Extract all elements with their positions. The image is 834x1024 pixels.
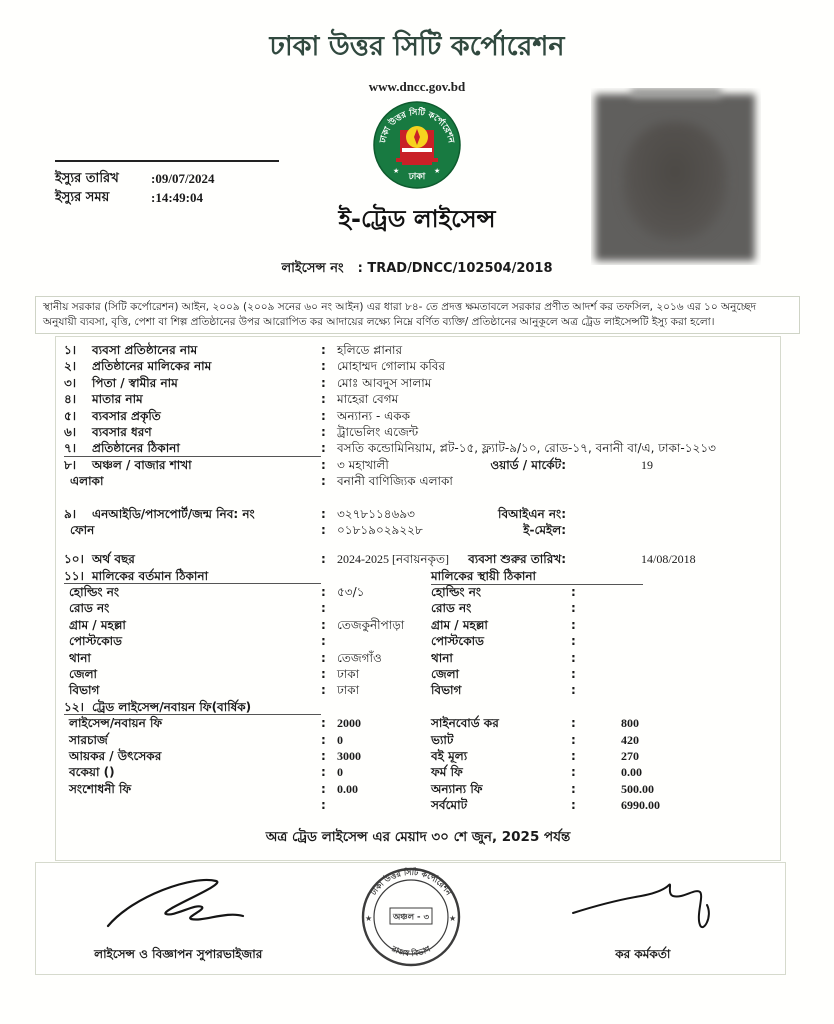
svg-text:ঢাকা উত্তর সিটি কর্পোরেশন (368, 866, 454, 898)
license-details-box (55, 336, 781, 861)
address-row-holding: হোল্ডিং নং : ৫৩/১ হোল্ডিং নং : (69, 585, 576, 600)
field-mother-name: ৪। মাতার নাম : মাহেরা বেগম (64, 392, 399, 407)
issue-info (55, 160, 279, 207)
org-website: www.dncc.gov.bd (368, 79, 466, 94)
seal-star-right: ★ (448, 914, 456, 923)
tax-officer-title: কর কর্মকর্তা (615, 947, 671, 961)
logo-bottom-text: ঢাকা (408, 172, 426, 182)
official-seal-icon (321, 863, 501, 974)
seal-star-left: ★ (364, 914, 372, 923)
bin-label: বিআইএন নং: (498, 506, 566, 521)
fee-row-license: লাইসেন্স/নবায়ন ফি : 2000 সাইনবোর্ড কর : 800 (69, 716, 639, 731)
license-number-value: : TRAD/DNCC/102504/2018 (357, 261, 553, 276)
business-start-label: ব্যবসা শুরুর তারিখ: (468, 552, 566, 567)
issue-date-row (55, 169, 279, 188)
field-owner-name: ২। প্রতিষ্ঠানের মালিকের নাম : মোহাম্মদ গোলাম কবির (64, 359, 446, 374)
supervisor-signature-block (36, 863, 321, 974)
logo-star-right: ★ (434, 167, 441, 175)
disclaimer-text: স্থানীয় সরকার (সিটি কর্পোরেশন) আইন, ২০০৯ (২০০৯ সনের ৬০ নং আইন) এর ধারা ৮৪- তে প্রদত্ত ক্ষমতাবলে সরকার প্রণীত আদর্শ কর তফসিল, ২০১৬ এর ১০ অনুচ্ছেদ অনুযায়ী ব্যবসা, বৃত্তি, পেশা বা শিল্প প্রতিষ্ঠানের উপর আরোপিত কর আদায়ের লক্ষ্যে নিম্নে বর্ণিত ব্যক্তি/ প্রতিষ্ঠানের আনুকূলে অত্র ট্রেড লাইসেন্সটি ইস্যু করা হলো। (35, 296, 800, 334)
address-row-road: রোড নং : রোড নং : (69, 601, 576, 616)
field-zone-ward: ৮। অঞ্চল / বাজার শাখা : ৩ মহাখালী ওয়ার্ড / মার্কেট: 19 (64, 457, 653, 472)
fee-row-incometax: আয়কর / উৎসেকর : 3000 বই মূল্য : 270 (69, 748, 639, 763)
address-row-village: গ্রাম / মহল্লা : তেজকুনীপাড়া গ্রাম / মহল্লা : (69, 617, 576, 632)
fee-row-surcharge: সারচার্জ : 0 ভ্যাট : 420 (69, 732, 639, 747)
issue-time-value: :14:49:04 (151, 190, 203, 205)
supervisor-title: লাইসেন্স ও বিজ্ঞাপন সুপারভাইজার (94, 947, 263, 961)
org-name: ঢাকা উত্তর সিটি কর্পোরেশন (269, 31, 565, 62)
seal-ring-bottom-text: রাজস্ব বিভাগ (389, 944, 432, 959)
field-business-type: ৬। ব্যবসার ধরণ : ট্রাভেলিং এজেন্ট (64, 424, 419, 439)
permanent-address-title: মালিকের স্থায়ী ঠিকানা (431, 568, 643, 585)
business-start-value: 14/08/2018 (641, 552, 696, 567)
svg-text:রাজস্ব বিভাগ (389, 944, 432, 958)
fee-row-total: : সর্বমোট : 6990.00 (321, 798, 660, 813)
tax-officer-signature-block (501, 863, 786, 974)
issue-date-label: ইস্যুর তারিখ (55, 171, 119, 186)
email-label: ই-মেইল: (523, 522, 566, 537)
supervisor-signature-icon (78, 871, 278, 945)
fee-row-amendment: সংশোধনী ফি : 0.00 অন্যান্য ফি : 500.00 (69, 781, 654, 796)
address-row-postcode: পোস্টকোড : পোস্টকোড : (69, 634, 576, 649)
seal-center-text: অঞ্চল - ৩ (392, 912, 429, 923)
current-address-title: মালিকের বর্তমান ঠিকানা (92, 568, 321, 584)
issue-date-value: :09/07/2024 (151, 171, 215, 186)
address-section-titles: ১১। মালিকের বর্তমান ঠিকানা মালিকের স্থায়ী ঠিকানা (64, 568, 772, 584)
license-number (0, 259, 834, 280)
logo-star-left: ★ (393, 167, 400, 175)
fees-section-title: ১২। ট্রেড লাইসেন্স/নবায়ন ফি(বার্ষিক) (64, 699, 772, 715)
seal-ring-top-text: ঢাকা উত্তর সিটি কর্পোরেশন (368, 867, 453, 897)
field-area: এলাকা : বনানী বাণিজ্যিক এলাকা (70, 474, 453, 489)
signature-section (35, 862, 786, 975)
tax-officer-signature-icon (553, 871, 733, 945)
ward-market-value: 19 (641, 457, 653, 472)
validity-statement: অত্র ট্রেড লাইসেন্স এর মেয়াদ ৩০ শে জুন, 2025 পর্যন্ত (265, 828, 571, 845)
field-fiscal-year: ১০। অর্থ বছর : 2024-2025 [নবায়নকৃত] ব্যবসা শুরুর তারিখ: 14/08/2018 (64, 552, 696, 567)
field-nid: ৯। এনআইডি/পাসপোর্ট/জন্ম নিব: নং : ৩২৭৮১১৪৬৯৩ বিআইএন নং: (64, 506, 566, 521)
logo-ring-text: ঢাকা উত্তর সিটি কর্পোরেশন (378, 107, 456, 144)
issue-time-label: ইস্যুর সময় (55, 190, 110, 205)
field-phone: ফোন : ০১৮১৯০২৯২২৮ ই-মেইল: (70, 522, 566, 537)
address-row-division: বিভাগ : ঢাকা বিভাগ : (69, 683, 576, 698)
field-business-name: ১। ব্যবসা প্রতিষ্ঠানের নাম : হলিডে প্লানার (64, 343, 403, 357)
document-title: ই-ট্রেড লাইসেন্স (338, 205, 496, 233)
address-row-thana: থানা : তেজগাঁও থানা : (69, 650, 576, 665)
ward-market-label: ওয়ার্ড / মার্কেট: (490, 457, 566, 472)
address-row-district: জেলা : ঢাকা জেলা : (69, 667, 576, 682)
fee-row-arrears: বকেয়া () : 0 ফর্ম ফি : 0.00 (69, 765, 642, 780)
field-business-nature: ৫। ব্যবসার প্রকৃতি : অন্যান্য - একক (64, 408, 411, 423)
field-father-husband-name: ৩। পিতা / স্বামীর নাম : মোঃ আবদুস সালাম (64, 375, 432, 390)
field-business-address: ৭। প্রতিষ্ঠানের ঠিকানা : বসতি কন্ডোমিনিয়াম, প্লট-১৫, ফ্ল্যাট-৯/১০, রোড-১৭, বনানী বা/এ, ঢাকা-১২১৩ (64, 441, 716, 456)
license-number-label: লাইসেন্স নং (281, 261, 344, 276)
dncc-logo-icon (373, 101, 461, 189)
